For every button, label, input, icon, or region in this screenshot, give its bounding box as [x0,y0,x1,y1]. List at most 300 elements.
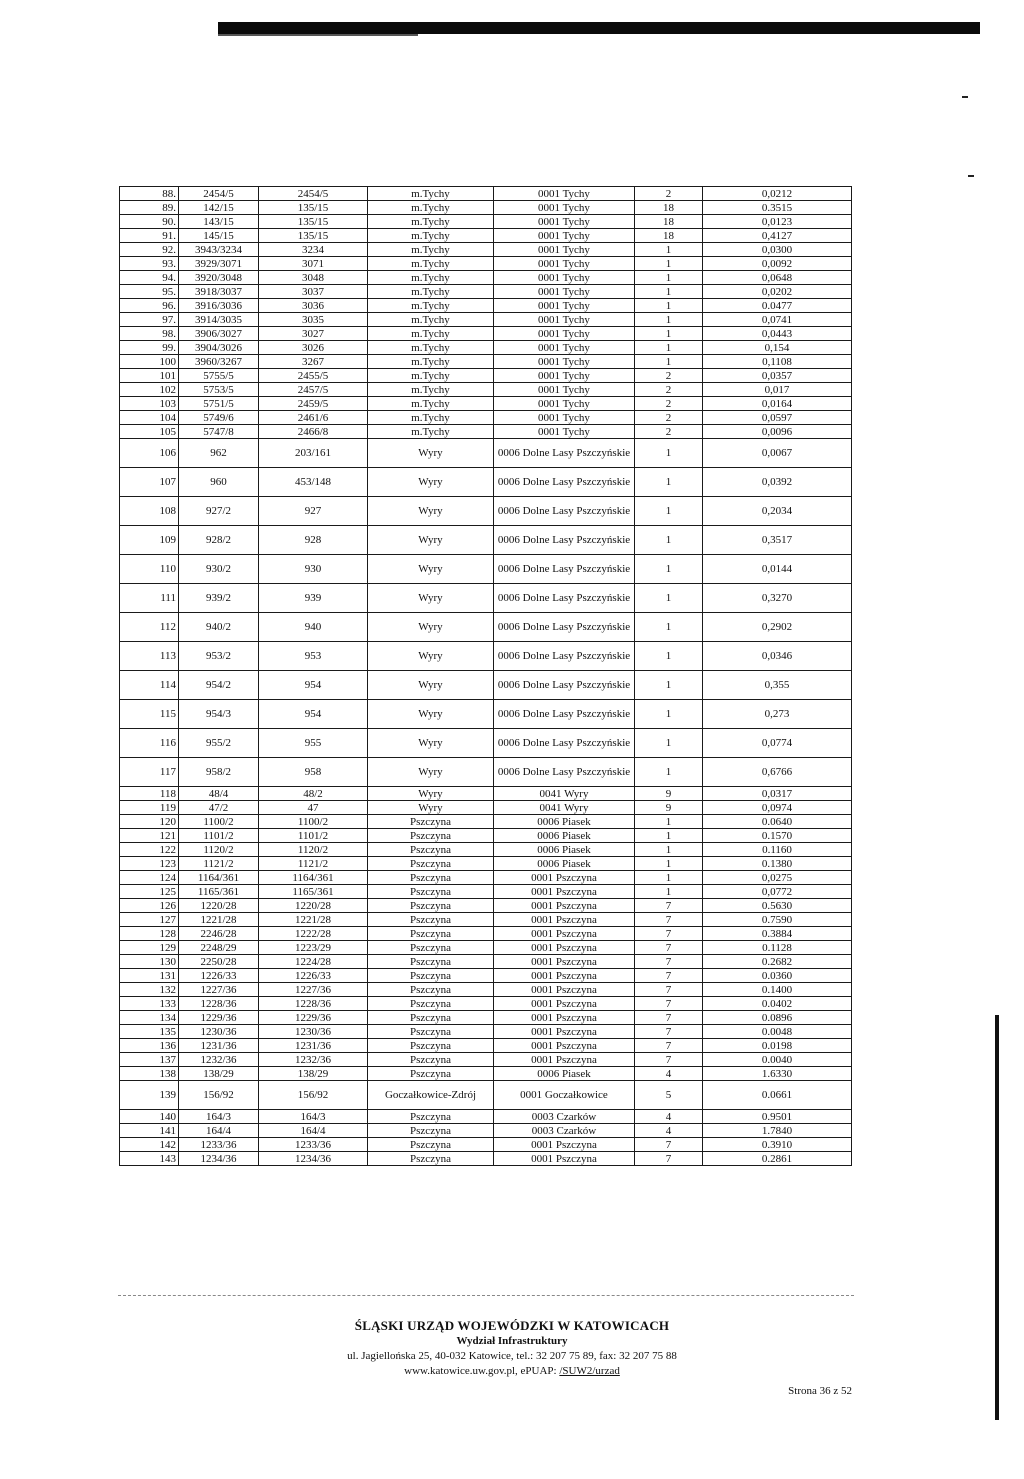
map-sheet-cell: 1 [635,468,703,497]
municipality-cell: Pszczyna [368,829,494,843]
parcel-before-cell: 1220/28 [179,899,259,913]
table-row [120,369,852,383]
table-row [120,243,852,257]
area-ha-cell: 1.6330 [703,1067,852,1081]
parcel-after-cell: 3035 [259,313,368,327]
parcel-after-cell: 1228/36 [259,997,368,1011]
area-ha-cell: 0,273 [703,700,852,729]
municipality-cell: Wyry [368,584,494,613]
map-sheet-cell: 1 [635,642,703,671]
row-number-cell: 106 [120,439,179,468]
parcel-after-cell: 48/2 [259,787,368,801]
precinct-cell: 0003 Czarków [494,1110,635,1124]
row-number-cell: 126 [120,899,179,913]
footer-divider [118,1295,854,1296]
municipality-cell: Pszczyna [368,955,494,969]
row-number-cell: 119 [120,801,179,815]
table-row [120,758,852,787]
parcel-after-cell: 1100/2 [259,815,368,829]
precinct-cell: 0001 Pszczyna [494,955,635,969]
precinct-cell: 0006 Dolne Lasy Pszczyńskie [494,468,635,497]
map-sheet-cell: 7 [635,899,703,913]
table-row [120,257,852,271]
parcel-after-cell: 1101/2 [259,829,368,843]
parcel-before-cell: 3929/3071 [179,257,259,271]
precinct-cell: 0001 Tychy [494,411,635,425]
parcel-before-cell: 928/2 [179,526,259,555]
precinct-cell: 0006 Dolne Lasy Pszczyńskie [494,700,635,729]
municipality-cell: Pszczyna [368,815,494,829]
precinct-cell: 0001 Pszczyna [494,969,635,983]
table-row [120,1053,852,1067]
scan-mark [968,175,974,177]
area-ha-cell: 0.1380 [703,857,852,871]
parcel-before-cell: 1165/361 [179,885,259,899]
precinct-cell: 0001 Pszczyna [494,885,635,899]
row-number-cell: 105 [120,425,179,439]
table-row [120,299,852,313]
map-sheet-cell: 1 [635,885,703,899]
area-ha-cell: 0,0443 [703,327,852,341]
map-sheet-cell: 7 [635,997,703,1011]
precinct-cell: 0001 Tychy [494,229,635,243]
parcel-after-cell: 2457/5 [259,383,368,397]
map-sheet-cell: 1 [635,613,703,642]
municipality-cell: Goczałkowice-Zdrój [368,1081,494,1110]
precinct-cell: 0001 Pszczyna [494,997,635,1011]
parcel-after-cell: 939 [259,584,368,613]
parcel-before-cell: 2248/29 [179,941,259,955]
top-bar [218,22,980,34]
parcel-before-cell: 953/2 [179,642,259,671]
parcel-after-cell: 3027 [259,327,368,341]
table-row [120,843,852,857]
table-row [120,355,852,369]
footer-office: ŚLĄSKI URZĄD WOJEWÓDZKI W KATOWICACH [354,1318,670,1333]
map-sheet-cell: 1 [635,584,703,613]
precinct-cell: 0001 Tychy [494,425,635,439]
row-number-cell: 117 [120,758,179,787]
precinct-cell: 0001 Pszczyna [494,1039,635,1053]
map-sheet-cell: 1 [635,285,703,299]
municipality-cell: Pszczyna [368,927,494,941]
map-sheet-cell: 1 [635,555,703,584]
table-row [120,229,852,243]
row-number-cell: 115 [120,700,179,729]
map-sheet-cell: 7 [635,913,703,927]
row-number-cell: 135 [120,1025,179,1039]
area-ha-cell: 0.3515 [703,201,852,215]
parcel-before-cell: 3920/3048 [179,271,259,285]
area-ha-cell: 0.7590 [703,913,852,927]
municipality-cell: m.Tychy [368,285,494,299]
municipality-cell: Pszczyna [368,997,494,1011]
precinct-cell: 0001 Pszczyna [494,1138,635,1152]
parcel-after-cell: 1121/2 [259,857,368,871]
municipality-cell: m.Tychy [368,313,494,327]
precinct-cell: 0001 Tychy [494,257,635,271]
area-ha-cell: 0,0275 [703,871,852,885]
row-number-cell: 100 [120,355,179,369]
area-ha-cell: 0,0317 [703,787,852,801]
map-sheet-cell: 1 [635,829,703,843]
map-sheet-cell: 7 [635,983,703,997]
parcel-after-cell: 953 [259,642,368,671]
row-number-cell: 95. [120,285,179,299]
map-sheet-cell: 1 [635,299,703,313]
area-ha-cell: 0.0360 [703,969,852,983]
parcel-before-cell: 164/4 [179,1124,259,1138]
municipality-cell: m.Tychy [368,243,494,257]
parcel-before-cell: 1229/36 [179,1011,259,1025]
parcel-after-cell: 1227/36 [259,983,368,997]
precinct-cell: 0001 Tychy [494,355,635,369]
precinct-cell: 0006 Dolne Lasy Pszczyńskie [494,584,635,613]
table-row [120,729,852,758]
footer-web [0,1365,1024,1377]
parcel-after-cell: 958 [259,758,368,787]
parcel-before-cell: 3906/3027 [179,327,259,341]
area-ha-cell: 0,0300 [703,243,852,257]
municipality-cell: Wyry [368,497,494,526]
row-number-cell: 114 [120,671,179,700]
row-number-cell: 137 [120,1053,179,1067]
map-sheet-cell: 9 [635,787,703,801]
row-number-cell: 136 [120,1039,179,1053]
parcel-after-cell: 156/92 [259,1081,368,1110]
map-sheet-cell: 1 [635,439,703,468]
map-sheet-cell: 2 [635,383,703,397]
row-number-cell: 142 [120,1138,179,1152]
parcel-after-cell: 1165/361 [259,885,368,899]
parcel-after-cell: 955 [259,729,368,758]
parcel-after-cell: 135/15 [259,229,368,243]
parcel-after-cell: 164/4 [259,1124,368,1138]
map-sheet-cell: 7 [635,927,703,941]
parcel-before-cell: 958/2 [179,758,259,787]
row-number-cell: 124 [120,871,179,885]
precinct-cell: 0001 Tychy [494,271,635,285]
parcel-before-cell: 3916/3036 [179,299,259,313]
row-number-cell: 89. [120,201,179,215]
parcel-after-cell: 1223/29 [259,941,368,955]
map-sheet-cell: 2 [635,369,703,383]
municipality-cell: Pszczyna [368,857,494,871]
parcel-before-cell: 930/2 [179,555,259,584]
municipality-cell: Wyry [368,468,494,497]
precinct-cell: 0001 Pszczyna [494,941,635,955]
map-sheet-cell: 7 [635,1138,703,1152]
table-row [120,941,852,955]
row-number-cell: 128 [120,927,179,941]
area-ha-cell: 0.0640 [703,815,852,829]
parcel-before-cell: 940/2 [179,613,259,642]
map-sheet-cell: 7 [635,1152,703,1166]
map-sheet-cell: 7 [635,1039,703,1053]
area-ha-cell: 0.3910 [703,1138,852,1152]
parcel-before-cell: 927/2 [179,497,259,526]
table-row [120,787,852,801]
table-row [120,1138,852,1152]
municipality-cell: Wyry [368,439,494,468]
parcel-after-cell: 1222/28 [259,927,368,941]
row-number-cell: 120 [120,815,179,829]
parcel-before-cell: 1231/36 [179,1039,259,1053]
table-row [120,829,852,843]
area-ha-cell: 0,0212 [703,187,852,201]
parcel-after-cell: 3048 [259,271,368,285]
parcel-before-cell: 1227/36 [179,983,259,997]
parcel-after-cell: 1224/28 [259,955,368,969]
area-ha-cell: 0.0477 [703,299,852,313]
row-number-cell: 138 [120,1067,179,1081]
table-row [120,700,852,729]
parcel-before-cell: 1121/2 [179,857,259,871]
table-row [120,285,852,299]
parcel-after-cell: 138/29 [259,1067,368,1081]
parcel-after-cell: 3036 [259,299,368,313]
map-sheet-cell: 4 [635,1110,703,1124]
map-sheet-cell: 1 [635,271,703,285]
table-row [120,341,852,355]
row-number-cell: 103 [120,397,179,411]
parcel-after-cell: 2461/6 [259,411,368,425]
municipality-cell: m.Tychy [368,369,494,383]
row-number-cell: 109 [120,526,179,555]
area-ha-cell: 0,0772 [703,885,852,899]
row-number-cell: 111 [120,584,179,613]
parcel-before-cell: 1221/28 [179,913,259,927]
municipality-cell: Pszczyna [368,1124,494,1138]
precinct-cell: 0006 Dolne Lasy Pszczyńskie [494,671,635,700]
map-sheet-cell: 5 [635,1081,703,1110]
row-number-cell: 139 [120,1081,179,1110]
table-row [120,927,852,941]
precinct-cell: 0001 Pszczyna [494,1053,635,1067]
parcel-after-cell: 930 [259,555,368,584]
municipality-cell: Wyry [368,700,494,729]
parcel-before-cell: 2454/5 [179,187,259,201]
area-ha-cell: 0.0896 [703,1011,852,1025]
area-ha-cell: 0,6766 [703,758,852,787]
row-number-cell: 132 [120,983,179,997]
row-number-cell: 127 [120,913,179,927]
precinct-cell: 0001 Tychy [494,243,635,257]
area-ha-cell: 0,0096 [703,425,852,439]
footer-address: ul. Jagiellońska 25, 40-032 Katowice, tel.: 32 207 75 89, fax: 32 207 75 88 [347,1350,677,1362]
area-ha-cell: 0.0661 [703,1081,852,1110]
precinct-cell: 0001 Pszczyna [494,1025,635,1039]
municipality-cell: Pszczyna [368,1138,494,1152]
municipality-cell: Wyry [368,801,494,815]
precinct-cell: 0001 Tychy [494,299,635,313]
precinct-cell: 0001 Pszczyna [494,871,635,885]
map-sheet-cell: 2 [635,425,703,439]
parcel-before-cell: 2250/28 [179,955,259,969]
table-row [120,1081,852,1110]
area-ha-cell: 0,0092 [703,257,852,271]
table-row [120,201,852,215]
map-sheet-cell: 7 [635,1011,703,1025]
precinct-cell: 0001 Tychy [494,187,635,201]
row-number-cell: 94. [120,271,179,285]
precinct-cell: 0001 Goczałkowice [494,1081,635,1110]
table-row [120,815,852,829]
municipality-cell: m.Tychy [368,397,494,411]
precinct-cell: 0001 Tychy [494,285,635,299]
area-ha-cell: 0.0040 [703,1053,852,1067]
table-row [120,1067,852,1081]
row-number-cell: 122 [120,843,179,857]
precinct-cell: 0006 Piasek [494,843,635,857]
parcel-after-cell: 1226/33 [259,969,368,983]
area-ha-cell: 0,2034 [703,497,852,526]
parcel-before-cell: 3918/3037 [179,285,259,299]
parcel-before-cell: 1100/2 [179,815,259,829]
parcel-after-cell: 1220/28 [259,899,368,913]
table-row [120,1025,852,1039]
area-ha-cell: 1.7840 [703,1124,852,1138]
parcel-before-cell: 142/15 [179,201,259,215]
table-row [120,187,852,201]
table-row [120,955,852,969]
parcel-before-cell: 5747/8 [179,425,259,439]
municipality-cell: Pszczyna [368,1011,494,1025]
precinct-cell: 0006 Dolne Lasy Pszczyńskie [494,729,635,758]
area-ha-cell: 0.3884 [703,927,852,941]
area-ha-cell: 0,0357 [703,369,852,383]
map-sheet-cell: 9 [635,801,703,815]
scan-mark [962,96,968,98]
table-row [120,313,852,327]
area-ha-cell: 0,017 [703,383,852,397]
table-row [120,899,852,913]
row-number-cell: 91. [120,229,179,243]
parcel-after-cell: 47 [259,801,368,815]
municipality-cell: m.Tychy [368,425,494,439]
row-number-cell: 102 [120,383,179,397]
parcel-before-cell: 1226/33 [179,969,259,983]
map-sheet-cell: 2 [635,411,703,425]
parcel-before-cell: 3960/3267 [179,355,259,369]
map-sheet-cell: 1 [635,355,703,369]
parcel-after-cell: 2466/8 [259,425,368,439]
map-sheet-cell: 18 [635,201,703,215]
row-number-cell: 108 [120,497,179,526]
top-rule [218,34,418,36]
table-row [120,997,852,1011]
row-number-cell: 88. [120,187,179,201]
municipality-cell: Pszczyna [368,1039,494,1053]
parcel-after-cell: 3026 [259,341,368,355]
row-number-cell: 121 [120,829,179,843]
precinct-cell: 0001 Pszczyna [494,1152,635,1166]
parcel-after-cell: 1221/28 [259,913,368,927]
row-number-cell: 143 [120,1152,179,1166]
municipality-cell: m.Tychy [368,299,494,313]
table-row [120,383,852,397]
municipality-cell: Pszczyna [368,941,494,955]
table-row [120,857,852,871]
row-number-cell: 134 [120,1011,179,1025]
parcel-before-cell: 143/15 [179,215,259,229]
parcel-after-cell: 1232/36 [259,1053,368,1067]
parcel-after-cell: 954 [259,671,368,700]
table-row [120,526,852,555]
row-number-cell: 97. [120,313,179,327]
row-number-cell: 131 [120,969,179,983]
area-ha-cell: 0.2861 [703,1152,852,1166]
area-ha-cell: 0,0067 [703,439,852,468]
precinct-cell: 0001 Pszczyna [494,927,635,941]
epuap-link[interactable]: /SUW2/urzad [559,1365,620,1377]
municipality-cell: Wyry [368,642,494,671]
parcel-before-cell: 156/92 [179,1081,259,1110]
parcel-before-cell: 955/2 [179,729,259,758]
area-ha-cell: 0,355 [703,671,852,700]
map-sheet-cell: 1 [635,700,703,729]
row-number-cell: 140 [120,1110,179,1124]
parcel-before-cell: 48/4 [179,787,259,801]
map-sheet-cell: 1 [635,843,703,857]
parcel-after-cell: 1230/36 [259,1025,368,1039]
row-number-cell: 112 [120,613,179,642]
municipality-cell: Wyry [368,729,494,758]
precinct-cell: 0001 Pszczyna [494,983,635,997]
area-ha-cell: 0.5630 [703,899,852,913]
parcel-before-cell: 1228/36 [179,997,259,1011]
municipality-cell: Wyry [368,555,494,584]
precinct-cell: 0006 Piasek [494,829,635,843]
municipality-cell: Pszczyna [368,871,494,885]
parcel-after-cell: 453/148 [259,468,368,497]
row-number-cell: 125 [120,885,179,899]
map-sheet-cell: 7 [635,955,703,969]
municipality-cell: m.Tychy [368,187,494,201]
area-ha-cell: 0.9501 [703,1110,852,1124]
parcel-before-cell: 3914/3035 [179,313,259,327]
row-number-cell: 92. [120,243,179,257]
municipality-cell: Pszczyna [368,1067,494,1081]
row-number-cell: 101 [120,369,179,383]
parcel-before-cell: 5751/5 [179,397,259,411]
table-row [120,1124,852,1138]
area-ha-cell: 0,4127 [703,229,852,243]
table-row [120,439,852,468]
parcel-after-cell: 135/15 [259,215,368,229]
parcel-before-cell: 145/15 [179,229,259,243]
parcel-before-cell: 1234/36 [179,1152,259,1166]
table-row [120,425,852,439]
table-row [120,642,852,671]
municipality-cell: Pszczyna [368,899,494,913]
precinct-cell: 0001 Tychy [494,215,635,229]
map-sheet-cell: 1 [635,871,703,885]
map-sheet-cell: 1 [635,243,703,257]
municipality-cell: m.Tychy [368,383,494,397]
precinct-cell: 0003 Czarków [494,1124,635,1138]
table-row [120,871,852,885]
municipality-cell: m.Tychy [368,215,494,229]
precinct-cell: 0006 Dolne Lasy Pszczyńskie [494,758,635,787]
row-number-cell: 116 [120,729,179,758]
precinct-cell: 0006 Dolne Lasy Pszczyńskie [494,439,635,468]
map-sheet-cell: 1 [635,815,703,829]
precinct-cell: 0001 Tychy [494,397,635,411]
row-number-cell: 90. [120,215,179,229]
parcel-table [119,186,852,1166]
municipality-cell: Wyry [368,787,494,801]
